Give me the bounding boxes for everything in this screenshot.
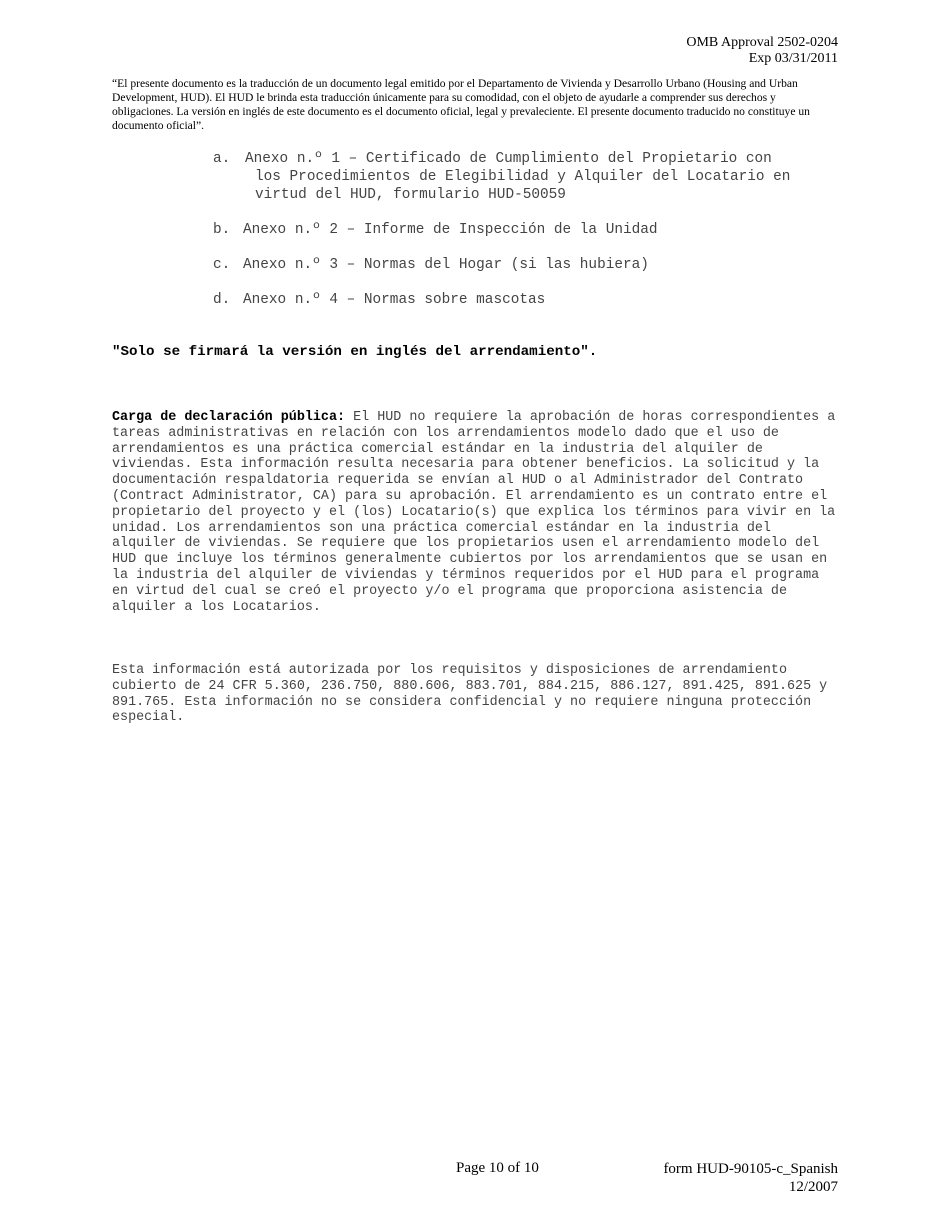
omb-approval-number: OMB Approval 2502-0204 — [686, 35, 838, 50]
public-burden-paragraph — [112, 410, 842, 615]
annex-text: Anexo n.º 2 – Informe de Inspección de la Unidad — [243, 222, 658, 238]
signature-note: "Solo se firmará la versión en inglés del arrendamiento". — [112, 344, 598, 360]
form-identifier — [663, 1160, 838, 1196]
annex-text: Anexo n.º 3 – Normas del Hogar (si las hubiera) — [243, 257, 649, 273]
annex-text: Anexo n.º 4 – Normas sobre mascotas — [243, 292, 546, 308]
annex-marker: c. — [213, 257, 231, 273]
annex-marker: b. — [213, 222, 231, 238]
annex-text-line: los Procedimientos de Elegibilidad y Alquiler del Locatario en — [255, 169, 791, 185]
annex-item-2 — [213, 221, 853, 239]
omb-expiration-date: Exp 03/31/2011 — [748, 51, 838, 66]
annex-text-line: Anexo n.º 1 – Certificado de Cumplimiento del Propietario con — [245, 151, 772, 167]
public-burden-label: Carga de declaración pública: — [112, 410, 346, 425]
form-date: 12/2007 — [788, 1179, 838, 1195]
authority-paragraph: Esta información está autorizada por los requisitos y disposiciones de arrendamiento cubierto de 24 CFR 5.360, 236.750, 880.606, 883.701, 884.215, 886.127, 891.425, 891.625 y 891.765. Esta información no se considera confidencial y no requiere ninguna protección especial. — [112, 663, 828, 726]
translation-disclaimer: “El presente documento es la traducción de un documento legal emitido por el Departamento de Vivienda y Desarrollo Urbano (Housing and Urban Development, HUD). El HUD le brinda esta traducción únicamente para su comodidad, con el objeto de ayudarle a comprender sus derechos y obligaciones. La versión en inglés de este documento es el documento oficial, legal y prevaleciente. El presente documento traducido no constituye un documento oficial”. — [112, 77, 810, 132]
page-number: Page 10 of 10 — [456, 1160, 539, 1176]
annex-marker: d. — [213, 292, 231, 308]
annex-marker: a. — [213, 151, 231, 167]
annex-item-3 — [213, 256, 853, 274]
public-burden-text: El HUD no requiere la aprobación de horas correspondientes a tareas administrativas en relación con los arrendamientos modelo dado que el uso de arrendamientos es una práctica comercial estándar en la industria del alquiler de viviendas. Esta información resulta necesaria para obtener beneficios. La solicitud y la documentación respaldatoria requerida se envían al HUD o al Administrador del Contrato (Contract Administrator, CA) para su aprobación. El arrendamiento es un contrato entre el propietario del proyecto y el (los) Locatario(s) que explica los términos para vivir en la unidad. Los arrendamientos son una práctica comercial estándar en la industria del alquiler de viviendas. Se requiere que los propietarios usen el arrendamiento modelo del HUD que incluye los términos generalmente cubiertos por los arrendamientos que se usan en la industria del alquiler de viviendas y términos requeridos por el HUD para el programa en virtud del cual se creó el proyecto y/o el programa que proporciona asistencia de alquiler a los Locatarios. — [112, 410, 836, 615]
annex-text — [245, 150, 853, 204]
annex-item-1 — [213, 150, 853, 204]
annex-item-4 — [213, 291, 853, 309]
annex-text-line: virtud del HUD, formulario HUD-50059 — [255, 187, 566, 203]
omb-approval — [686, 35, 838, 67]
form-number: form HUD-90105-c_Spanish — [663, 1161, 838, 1177]
annex-list — [213, 150, 853, 309]
